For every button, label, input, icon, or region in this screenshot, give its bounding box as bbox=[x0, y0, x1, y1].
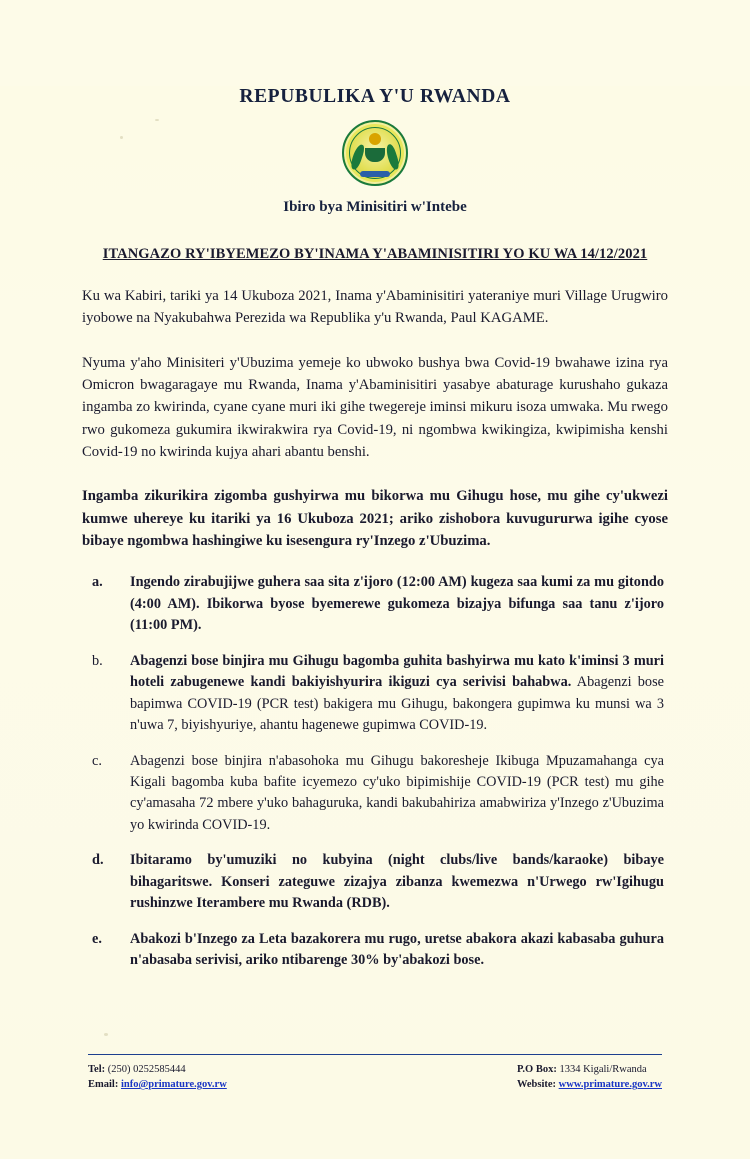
footer-tel-value: (250) 0252585444 bbox=[107, 1064, 186, 1075]
list-item bbox=[92, 651, 664, 737]
list-item-text: Abagenzi bose binjira n'abasohoka mu Gihugu bakoresheje Ikibuga Mpuzamahanga cya Kigali bagomba kuba bafite icyemezo cy'uko bipimishije COVID-19 (PCR test) mu gihe cy'amasaha 72 mbere y'uko bahaguruka, kandi bakubahiriza amabwiriza y'Inzego z'Ubuzima yo kwirinda COVID-19. bbox=[130, 752, 664, 833]
footer-pobox-line bbox=[517, 1062, 662, 1077]
measures-list bbox=[66, 572, 684, 971]
footer-pobox-label: P.O Box: bbox=[516, 1064, 557, 1075]
footer-website-line bbox=[517, 1077, 662, 1092]
document-page bbox=[0, 86, 750, 1159]
footer-email-line bbox=[88, 1077, 227, 1092]
footer-divider bbox=[88, 1054, 662, 1055]
footer-contact-left bbox=[88, 1062, 227, 1092]
republic-title: REPUBULIKA Y'U RWANDA bbox=[239, 86, 511, 107]
list-item bbox=[92, 850, 664, 914]
list-item-marker: b. bbox=[92, 652, 103, 669]
list-item bbox=[92, 751, 664, 837]
list-item-marker: e. bbox=[92, 930, 102, 947]
coat-of-arms-wrap bbox=[66, 120, 684, 186]
list-item-text: Ingendo zirabujijwe guhera saa sita z'ijoro (12:00 AM) kugeza saa kumi za mu gitondo (4:00 AM). Ibikorwa byose byemerewe gukomeza bizajya bifunga saa tanu z'ijoro (11:00 PM). bbox=[130, 574, 664, 634]
paper-speck bbox=[155, 119, 159, 121]
list-item bbox=[92, 572, 664, 636]
list-item-text-bold: Abagenzi bose binjira mu Gihugu bagomba guhita bashyirwa mu kato k'iminsi 3 muri hoteli zabugenewe kandi bakiyishyurira ikiguzi cya serivisi bahabwa. bbox=[130, 652, 664, 691]
office-subtitle: Ibiro bya Minisitiri w'Intebe bbox=[283, 199, 467, 215]
list-item-marker: d. bbox=[92, 852, 104, 869]
sun-icon bbox=[369, 133, 381, 145]
footer-email-link[interactable]: info@primature.gov.rw bbox=[120, 1079, 227, 1091]
footer bbox=[88, 1062, 662, 1092]
paragraph-1: Ku wa Kabiri, tariki ya 14 Ukuboza 2021, Inama y'Abaminisitiri yateraniye muri Village Urugwiro iyobowe na Nyakubahwa Perezida wa Republika y'u Rwanda, Paul KAGAME. bbox=[82, 288, 668, 327]
document-heading: ITANGAZO RY'IBYEMEZO BY'INAMA Y'ABAMINISITIRI YO KU WA 14/12/2021 bbox=[102, 246, 648, 262]
footer-contact-right bbox=[517, 1062, 662, 1092]
list-item bbox=[92, 929, 664, 972]
paper-speck bbox=[120, 136, 123, 139]
footer-tel-line bbox=[88, 1062, 227, 1077]
paper-speck bbox=[104, 1033, 108, 1036]
footer-website-label: Website: bbox=[516, 1079, 557, 1091]
list-item-text: Abagenzi bose bapimwa COVID-19 (PCR test) bakigera mu Gihugu, bakongera gupimwa ku munsi wa 3 n'uwa 7, biyishyuriye, ahantu hagenewe gupimwa COVID-19. bbox=[130, 674, 664, 734]
footer-tel-label: Tel: bbox=[88, 1064, 106, 1075]
footer-pobox-value: 1334 Kigali/Rwanda bbox=[559, 1064, 647, 1075]
list-item-marker: a. bbox=[92, 574, 103, 591]
list-item-text: Ibitaramo by'umuziki no kubyina (night clubs/live bands/karaoke) bibaye bihagaritswe. Konseri zateguwe zizajya zibanza kwemezwa n'Urwego rw'Igihugu rushinzwe Iterambere mu Rwanda (RDB). bbox=[130, 852, 664, 912]
paragraph-2: Nyuma y'aho Minisiteri y'Ubuzima yemeje ko ubwoko bushya bwa Covid-19 bwahawe izina rya Omicron bwagaragaye mu Rwanda, Inama y'Abaminisitiri yasabye abaturage kurushaho gukaza ingamba zo kwirinda, cyane cyane muri iki gihe twegereje iminsi mikuru isoza umwaka. Mu rwego rwo gukomeza gukumira ikwirakwira rya Covid-19, ni ngombwa kwikingiza, kwipimisha kenshi Covid-19 no kwirinda kujya ahari abantu benshi. bbox=[82, 354, 668, 461]
ribbon-icon bbox=[360, 171, 390, 177]
footer-website-link[interactable]: www.primature.gov.rw bbox=[558, 1079, 662, 1091]
measures-intro-paragraph: Ingamba zikurikira zigomba gushyirwa mu bikorwa mu Gihugu hose, mu gihe cy'ukwezi kumwe uhereye ku itariki ya 16 Ukuboza 2021; ariko zishobora kuvugururwa igihe cyose bibaye ngombwa hashingiwe ku isesengura ry'Inzego z'Ubuzima. bbox=[82, 488, 668, 550]
coat-of-arms-icon bbox=[342, 120, 408, 186]
footer-email-label: Email: bbox=[88, 1079, 119, 1091]
list-item-text: Abakozi b'Inzego za Leta bazakorera mu rugo, uretse abakora akazi kabasaba guhura n'abasaba serivisi, ariko ntibarenge 30% by'abakozi bose. bbox=[130, 930, 664, 968]
list-item-marker: c. bbox=[92, 752, 102, 769]
